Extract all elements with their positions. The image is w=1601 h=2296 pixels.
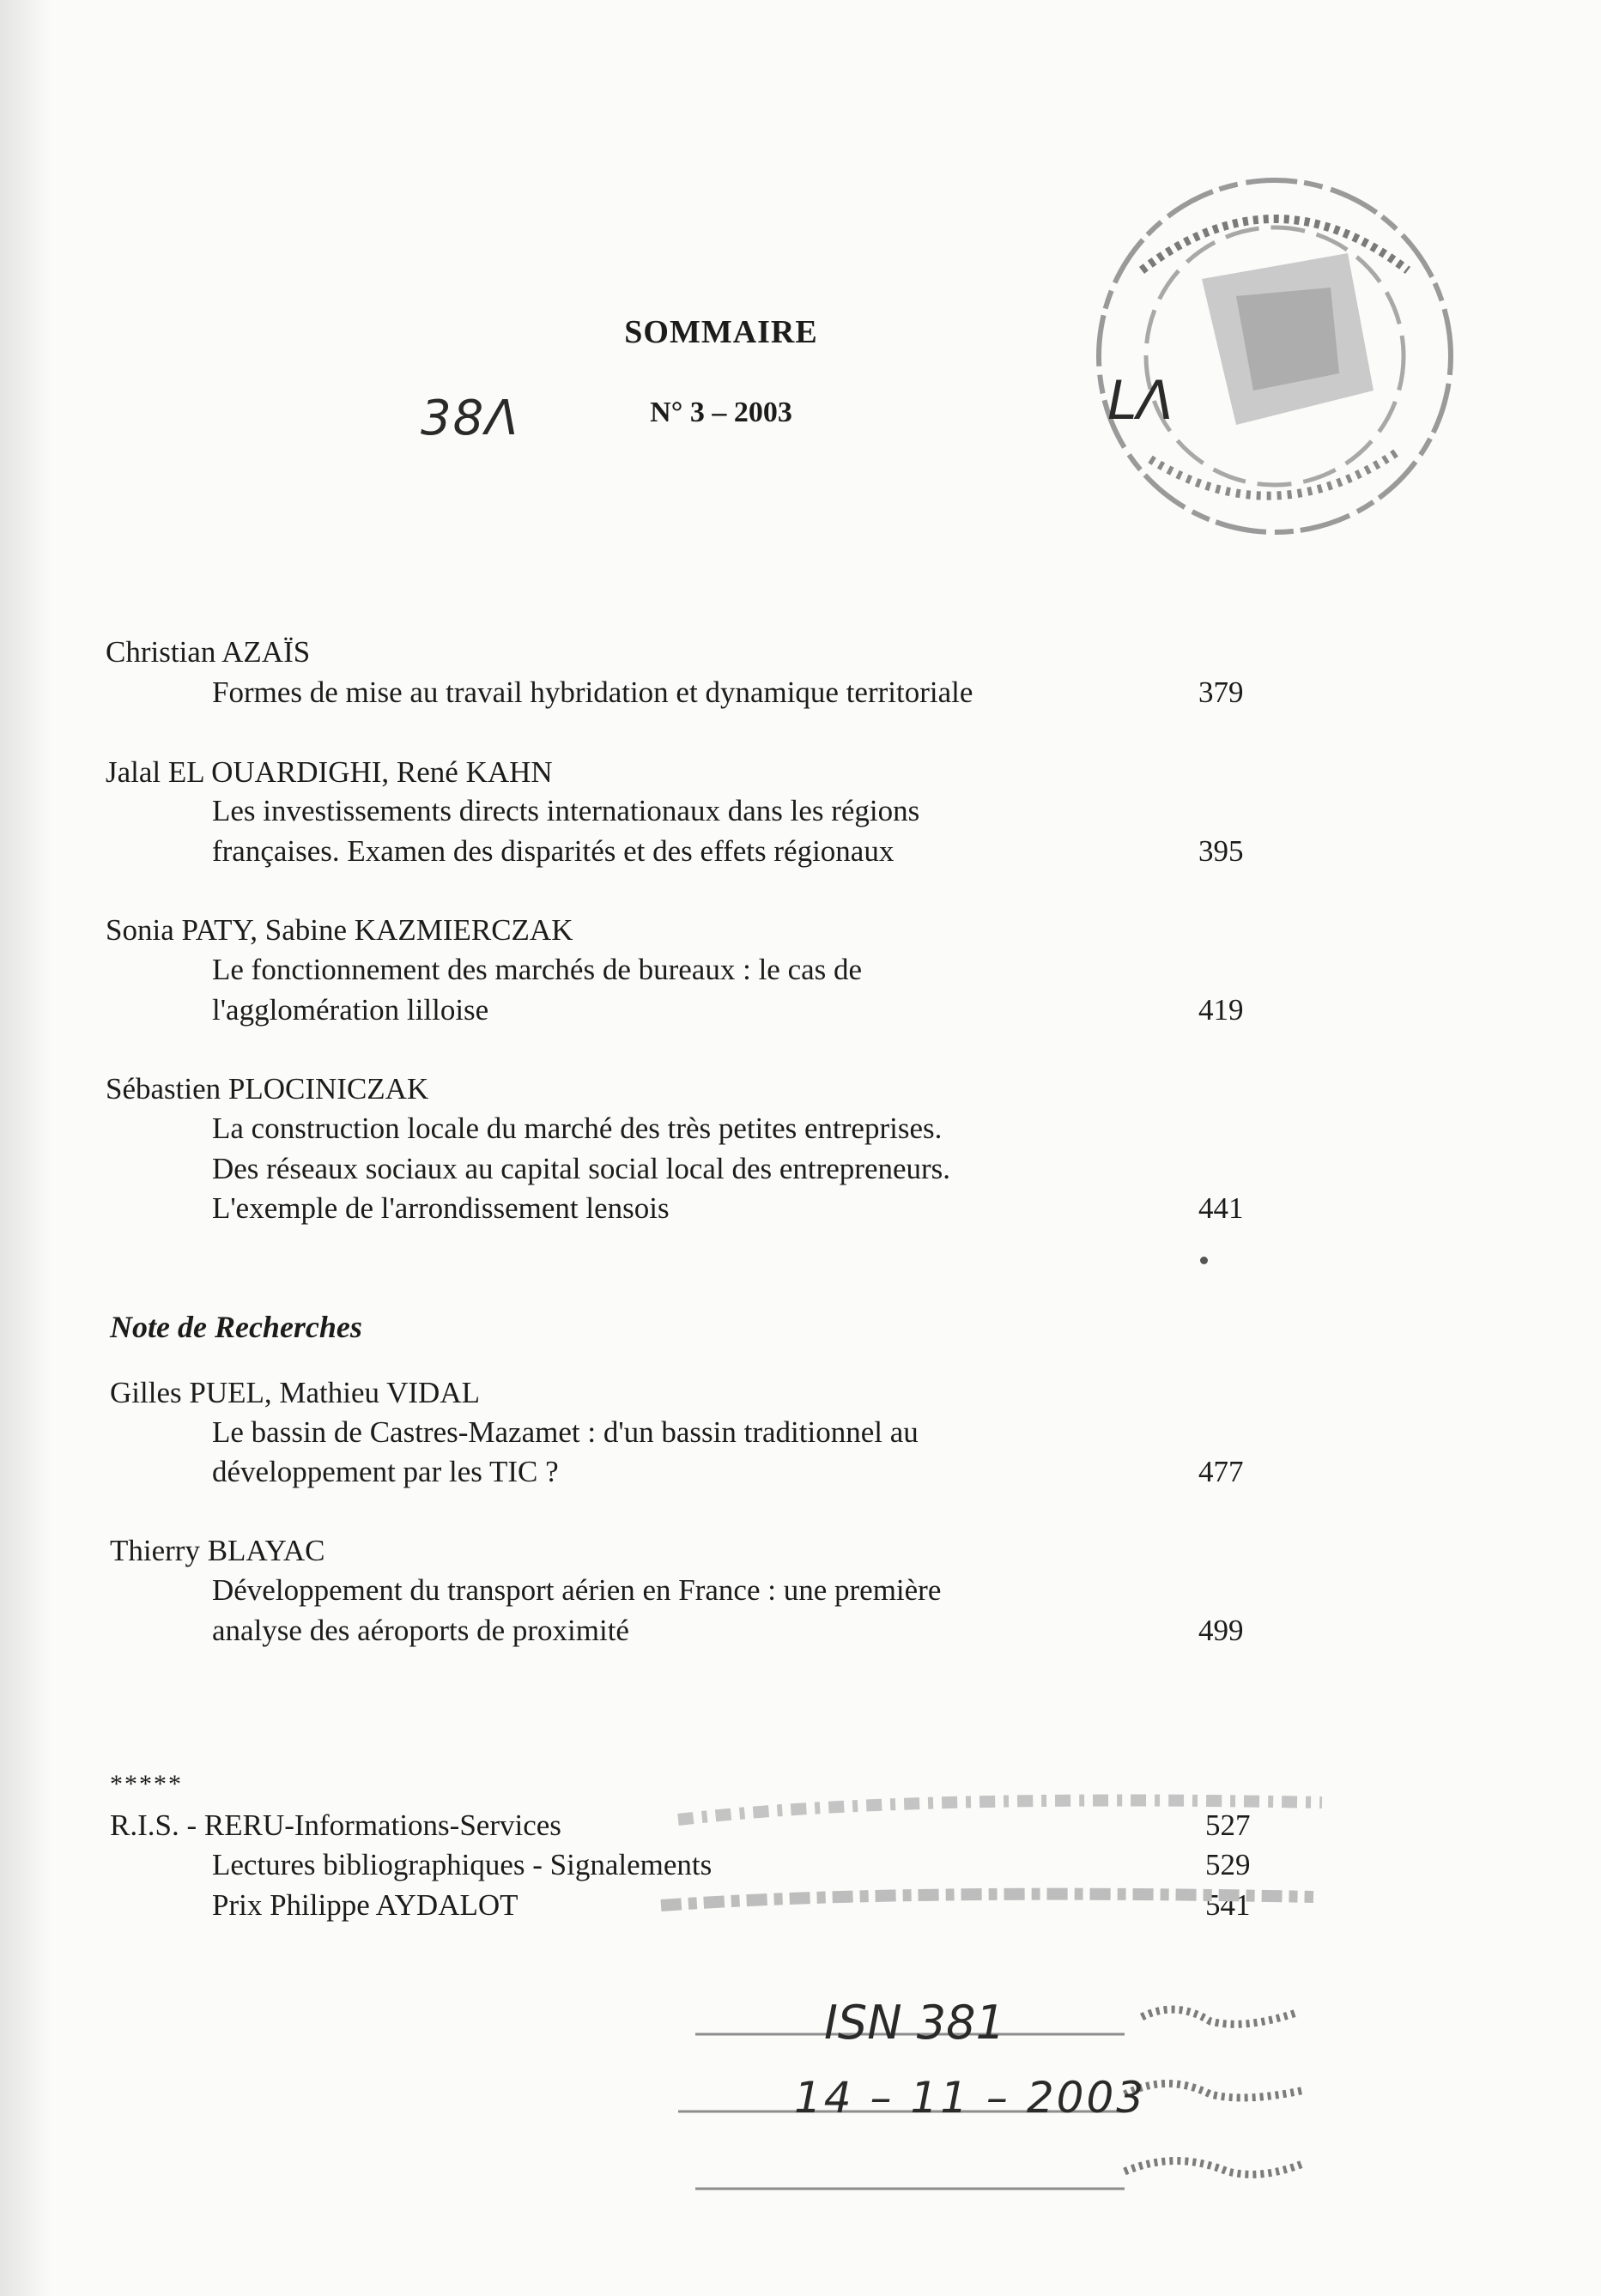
page-title: SOMMAIRE xyxy=(624,314,818,350)
article-title-line: l'agglomération lilloise xyxy=(212,993,489,1027)
scan-speck xyxy=(1200,1257,1208,1264)
note-title-line: analyse des aéroports de proximité xyxy=(212,1614,629,1647)
note-title-line: Le bassin de Castres-Mazamet : d'un bassin traditionnel au xyxy=(212,1415,919,1449)
page-number: 541 xyxy=(1205,1888,1251,1922)
page-number: 379 xyxy=(1198,675,1244,709)
page-number: 395 xyxy=(1198,834,1244,868)
article-authors: Christian AZAÏS xyxy=(106,635,311,669)
handwritten-code-right: LΛ xyxy=(1107,369,1173,432)
article-title-line: Les investissements directs internationaux dans les régions xyxy=(212,794,920,827)
article-title-line: L'exemple de l'arrondissement lensois xyxy=(212,1191,670,1225)
article-authors: Sonia PATY, Sabine KAZMIERCZAK xyxy=(106,913,573,947)
page-number: 527 xyxy=(1205,1808,1251,1842)
page-number: 441 xyxy=(1198,1191,1244,1225)
article-title-line: La construction locale du marché des très petites entreprises. xyxy=(212,1112,943,1145)
article-title-line: Des réseaux sociaux au capital social local des entrepreneurs. xyxy=(212,1152,951,1185)
footer-item-label: Prix Philippe AYDALOT xyxy=(212,1888,519,1922)
article-authors: Sébastien PLOCINICZAK xyxy=(106,1072,429,1106)
article-authors: Jalal EL OUARDIGHI, René KAHN xyxy=(106,755,553,789)
separator-stars: ***** xyxy=(110,1770,183,1798)
handwritten-code-left: 38Λ xyxy=(421,391,520,446)
page-number: 477 xyxy=(1198,1455,1244,1488)
footer-item-label: R.I.S. - RERU-Informations-Services xyxy=(110,1808,561,1842)
library-seal-stamp xyxy=(1073,159,1477,554)
note-title-line: développement par les TIC ? xyxy=(212,1455,559,1488)
article-title-line: Formes de mise au travail hybridation et dynamique territoriale xyxy=(212,675,973,709)
registration-stamp xyxy=(644,1742,1331,2223)
note-authors: Thierry BLAYAC xyxy=(110,1534,325,1567)
page-number: 499 xyxy=(1198,1614,1244,1647)
footer-item-label: Lectures bibliographiques - Signalements xyxy=(212,1848,713,1881)
note-authors: Gilles PUEL, Mathieu VIDAL xyxy=(110,1376,480,1409)
note-title-line: Développement du transport aérien en France : une première xyxy=(212,1573,942,1607)
issue-number: N° 3 – 2003 xyxy=(650,397,792,428)
page-number: 529 xyxy=(1205,1848,1251,1881)
page-number: 419 xyxy=(1198,993,1244,1027)
article-title-line: françaises. Examen des disparités et des effets régionaux xyxy=(212,834,894,868)
article-title-line: Le fonctionnement des marchés de bureaux : le cas de xyxy=(212,953,863,986)
handwritten-registry-number: ISN 381 xyxy=(824,1996,1005,2050)
section-heading: Note de Recherches xyxy=(110,1310,362,1344)
handwritten-date: 14 – 11 – 2003 xyxy=(794,2073,1147,2123)
